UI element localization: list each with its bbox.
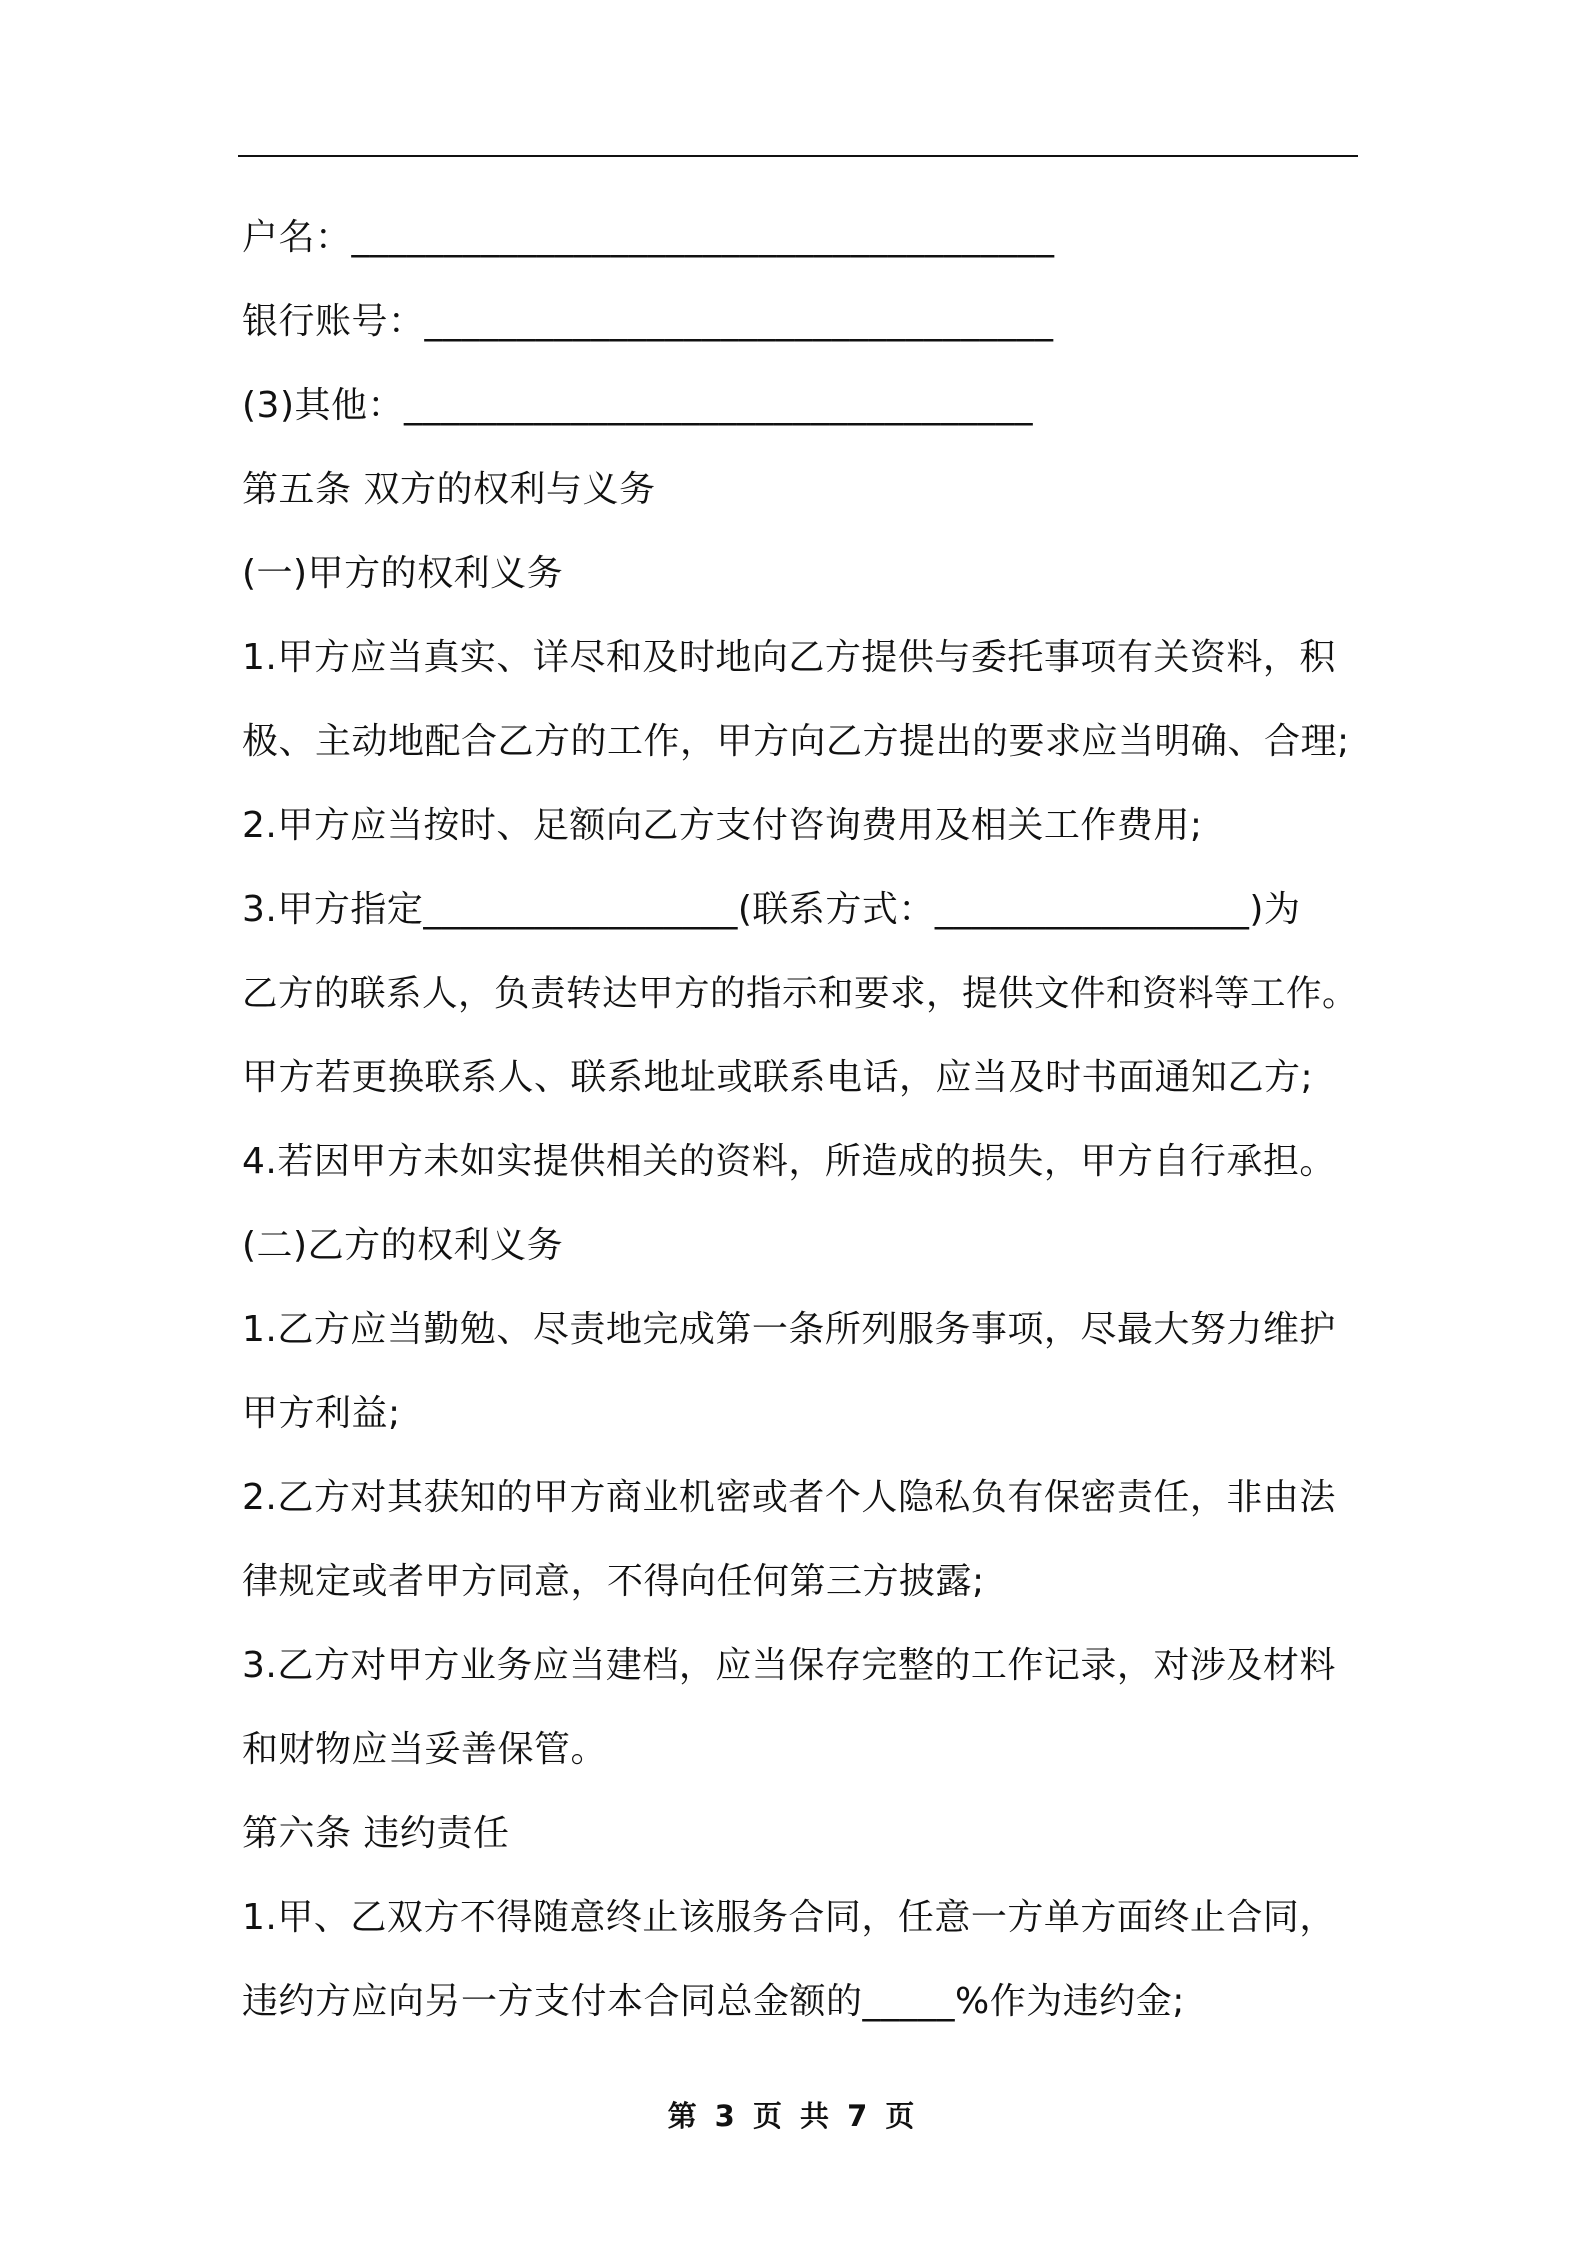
paragraph-line: 2.乙方对其获知的甲方商业机密或者个人隐私负有保密责任，非由法 — [242, 1477, 1336, 1518]
paragraph-line: 1.甲、乙双方不得随意终止该服务合同，任意一方单方面终止合同， — [242, 1897, 1336, 1938]
party-a-section-heading: (一)甲方的权利义务 — [242, 553, 564, 594]
page-number-label: 第 3 页 共 7 页 — [667, 2099, 919, 2133]
bank-account-line: 银行账号：__________________________________ — [242, 301, 1054, 342]
paragraph-line: 违约方应向另一方支付本合同总金额的_____%作为违约金; — [242, 1981, 1185, 2022]
account-name-line: 户名：______________________________________ — [242, 217, 1055, 258]
paragraph-line: 甲方利益; — [242, 1393, 401, 1434]
paragraph-line: 2.甲方应当按时、足额向乙方支付咨询费用及相关工作费用; — [242, 805, 1203, 846]
paragraph-line: 3.甲方指定_________________(联系方式：_________________)为 — [242, 889, 1301, 930]
paragraph-line: 律规定或者甲方同意，不得向任何第三方披露; — [242, 1561, 985, 1602]
paragraph-line: 1.乙方应当勤勉、尽责地完成第一条所列服务事项，尽最大努力维护 — [242, 1309, 1336, 1350]
document-body — [242, 196, 1362, 2044]
paragraph-line: 甲方若更换联系人、联系地址或联系电话，应当及时书面通知乙方; — [242, 1057, 1314, 1098]
party-b-section-heading: (二)乙方的权利义务 — [242, 1225, 564, 1266]
other-line: (3)其他：__________________________________ — [242, 385, 1033, 426]
paragraph-line: 1.甲方应当真实、详尽和及时地向乙方提供与委托事项有关资料，积 — [242, 637, 1336, 678]
paragraph-line: 乙方的联系人，负责转达甲方的指示和要求，提供文件和资料等工作。 — [242, 973, 1359, 1014]
article-5-heading: 第五条 双方的权利与义务 — [242, 469, 656, 510]
paragraph-line: 3.乙方对甲方业务应当建档，应当保存完整的工作记录，对涉及材料 — [242, 1645, 1336, 1686]
paragraph-line: 极、主动地配合乙方的工作，甲方向乙方提出的要求应当明确、合理; — [242, 721, 1350, 762]
article-6-heading: 第六条 违约责任 — [242, 1813, 510, 1854]
paragraph-line: 4.若因甲方未如实提供相关的资料，所造成的损失，甲方自行承担。 — [242, 1141, 1336, 1182]
page-footer — [0, 2094, 1586, 2135]
paragraph-line: 和财物应当妥善保管。 — [242, 1729, 608, 1770]
header-rule — [238, 155, 1358, 157]
